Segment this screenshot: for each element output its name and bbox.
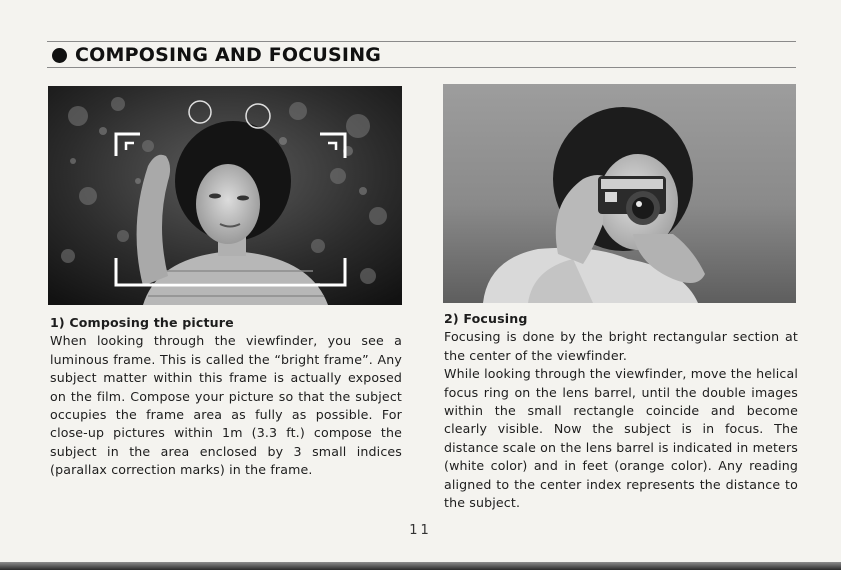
viewfinder-photo (48, 86, 402, 305)
composing-body: When looking through the viewfinder, you see a luminous frame. This is called the “bright frame”. Any subject matter within this frame is actually exposed on the film. Compose your picture so that the subject occupies the frame area as fully as possible. For close-up pictures within 1m (3.3 ft.) compose the subject in the area enclosed by 3 small indices (parallax correction marks) in the frame. (50, 333, 402, 478)
heading-rule-top (47, 41, 796, 42)
composing-section (50, 314, 402, 480)
composing-title: 1) Composing the picture (50, 315, 234, 330)
section-heading (52, 44, 381, 66)
heading-rule-bottom (47, 67, 796, 68)
page-edge (0, 562, 841, 570)
focusing-title: 2) Focusing (444, 311, 528, 326)
focusing-para-1: Focusing is done by the bright rectangular section at the center of the viewfinder. (444, 329, 798, 363)
heading-text: COMPOSING AND FOCUSING (75, 44, 382, 66)
focusing-para-2: While looking through the viewfinder, move the helical focus ring on the lens barrel, until the double images within the small rectangle coincide and become clearly visible. Now the subject is in focus. The distance scale on the lens barrel is indicated in meters (white color) and in feet (orange color). Any reading aligned to the center index represents the distance to the subject. (444, 366, 798, 511)
bullet-icon (52, 48, 67, 63)
focusing-photo (443, 84, 796, 303)
page-number: 11 (409, 523, 432, 538)
focusing-section (444, 310, 798, 512)
